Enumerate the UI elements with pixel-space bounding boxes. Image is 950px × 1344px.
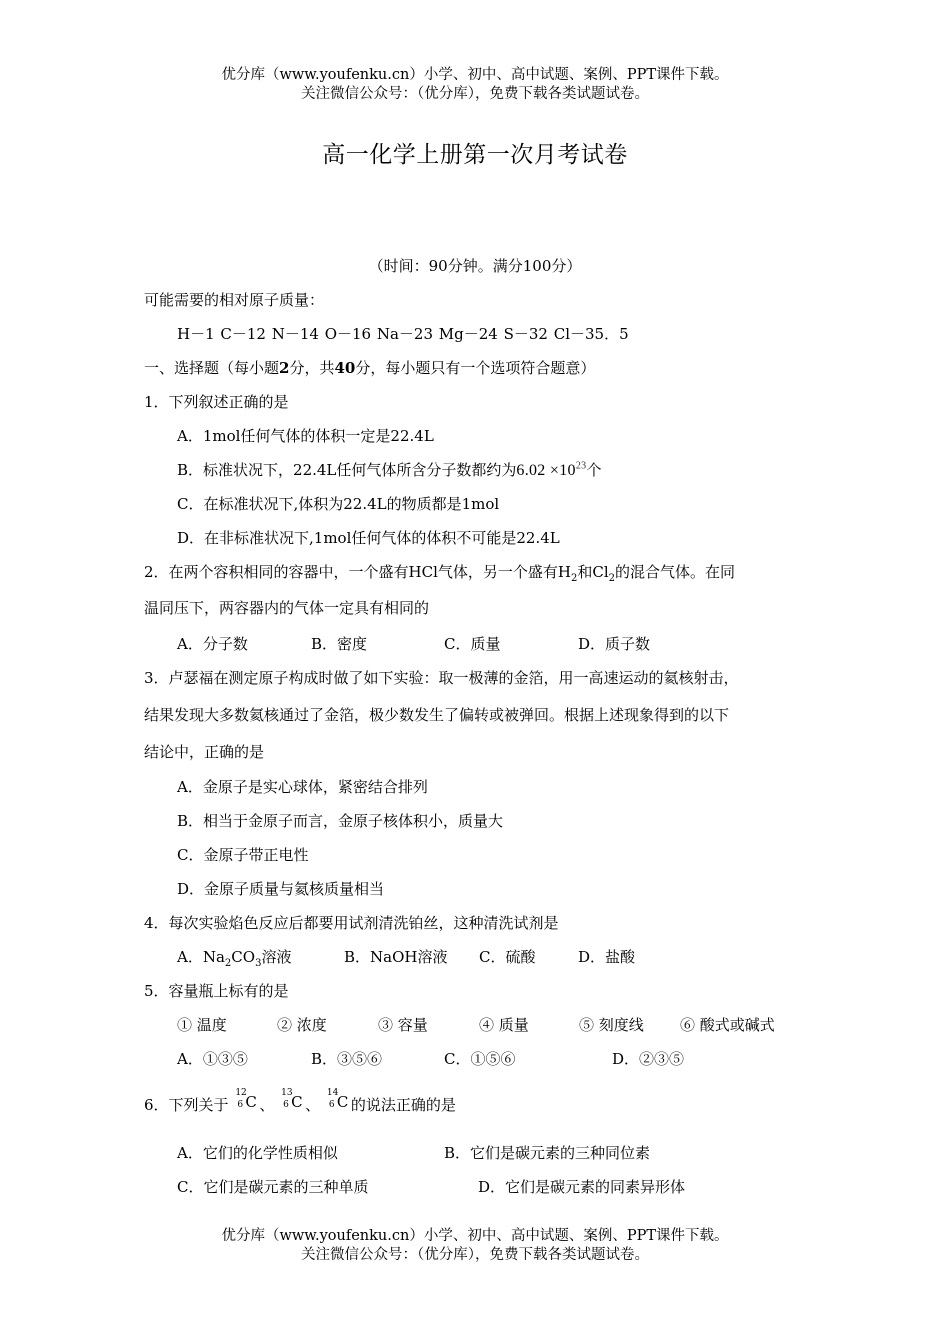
q2-stem-line-1 xyxy=(144,562,735,582)
q3-option-b: B．相当于金原子而言，金原子核体积小，质量大 xyxy=(177,812,504,830)
q6-option-a: A．它们的化学性质相似 xyxy=(177,1144,338,1162)
isotope-mass-number: 14 xyxy=(326,1088,339,1098)
header-line-1: 优分库（www.youfenku.cn）小学、初中、高中试题、案例、PPT课件下载。 xyxy=(221,67,729,83)
isotope-c13 xyxy=(279,1088,305,1116)
q5-item: ① 温度 xyxy=(177,1016,227,1034)
q1-option-b-text: B．标准状况下，22.4L任何气体所含分子数都约为 xyxy=(177,461,517,479)
isotope-c14 xyxy=(325,1088,351,1116)
q4-na-subscript: 2 xyxy=(224,958,232,969)
q5-item: ⑤ 刻度线 xyxy=(579,1016,644,1034)
avogadro-number xyxy=(516,462,586,479)
q1-option-a: A．1mol任何气体的体积一定是22.4L xyxy=(177,427,434,445)
atomic-masses: H－1 C－12 N－14 O－16 Na－23 Mg－24 S－32 Cl－35．5 xyxy=(177,325,629,343)
q3-stem-line-3: 结论中，正确的是 xyxy=(144,743,265,761)
q5-item: ② 浓度 xyxy=(277,1016,327,1034)
q1-option-c: C．在标准状况下,体积为22.4L的物质都是1mol xyxy=(177,495,500,513)
q6-option-b: B．它们是碳元素的三种同位素 xyxy=(444,1144,651,1162)
section-points-each: 2 xyxy=(279,359,290,377)
q4-option-a-mid: CO xyxy=(231,948,256,966)
q3-stem-line-2: 结果发现大多数氦核通过了金箔，极少数发生了偏转或被弹回。根据上述现象得到的以下 xyxy=(144,706,730,724)
isotope-atomic-number: 6 xyxy=(237,1100,244,1110)
q4-o-subscript: 3 xyxy=(255,958,262,969)
q2-option-b: B．密度 xyxy=(311,635,368,653)
q1-stem: 1．下列叙述正确的是 xyxy=(144,393,289,411)
q6-stem xyxy=(144,1088,456,1116)
q6-stem-prefix: 6．下列关于 xyxy=(144,1096,229,1114)
q3-option-c: C．金原子带正电性 xyxy=(177,846,309,864)
footer-line-2: 关注微信公众号：（优分库），免费下载各类试题试卷。 xyxy=(301,1247,649,1263)
q6-option-d: D．它们是碳元素的同素异形体 xyxy=(478,1178,686,1196)
q2-cl2-subscript: 2 xyxy=(608,573,616,584)
q5-option-d: D．②③⑤ xyxy=(612,1050,685,1068)
q5-stem: 5．容量瓶上标有的是 xyxy=(144,982,289,1000)
q1-option-b xyxy=(177,460,601,481)
q6-stem-suffix: 的说法正确的是 xyxy=(350,1096,456,1114)
isotope-mass-number: 13 xyxy=(281,1088,293,1098)
q2-stem-part-2: 和Cl xyxy=(577,563,609,581)
q2-h2-subscript: 2 xyxy=(570,573,578,584)
q4-stem: 4．每次实验焰色反应后都要用试剂清洗铂丝，这种清洗试剂是 xyxy=(144,914,559,932)
isotope-separator: 、 xyxy=(305,1096,321,1114)
q1-option-d: D．在非标准状况下,1mol任何气体的体积不可能是22.4L xyxy=(177,529,560,547)
atomic-mass-label: 可能需要的相对原子质量： xyxy=(144,291,325,309)
q3-stem-line-1: 3．卢瑟福在测定原子构成时做了如下实验：取一极薄的金箔，用一高速运动的氦核射击， xyxy=(144,669,739,687)
q5-option-c: C．①⑤⑥ xyxy=(444,1050,516,1068)
header-line-2: 关注微信公众号：（优分库），免费下载各类试题试卷。 xyxy=(301,86,649,102)
q3-option-a: A．金原子是实心球体，紧密结合排列 xyxy=(177,778,428,796)
section-heading-suffix: 分，每小题只有一个选项符合题意） xyxy=(355,359,596,377)
q4-option-d: D．盐酸 xyxy=(578,948,636,966)
section-points-total: 40 xyxy=(334,359,356,377)
isotope-separator: 、 xyxy=(259,1096,275,1114)
page-title: 高一化学上册第一次月考试卷 xyxy=(322,142,628,168)
q4-option-b: B．NaOH溶液 xyxy=(344,948,448,966)
isotope-mass-number: 12 xyxy=(235,1088,247,1098)
q6-option-c: C．它们是碳元素的三种单质 xyxy=(177,1178,369,1196)
q5-option-a: A．①③⑤ xyxy=(177,1050,248,1068)
isotope-symbol: C xyxy=(291,1093,303,1111)
q4-option-a xyxy=(177,947,291,967)
q2-stem-part-3: 的混合气体。在同 xyxy=(615,563,736,581)
q5-item: ③ 容量 xyxy=(378,1016,428,1034)
section-heading-mid: 分，共 xyxy=(289,359,335,377)
q4-option-c: C．硫酸 xyxy=(479,948,536,966)
section-heading xyxy=(144,358,595,378)
isotope-symbol: C xyxy=(336,1093,349,1111)
q4-option-a-suffix: 溶液 xyxy=(261,948,292,966)
q1-option-b-unit: 个 xyxy=(586,461,602,479)
avogadro-coefficient: 6.02 ×10 xyxy=(516,462,576,479)
section-heading-prefix: 一、选择题（每小题 xyxy=(144,359,280,377)
isotope-atomic-number: 6 xyxy=(328,1100,335,1110)
q2-stem-part-1: 2．在两个容积相同的容器中，一个盛有HCl气体，另一个盛有H xyxy=(144,563,571,581)
isotope-symbol: C xyxy=(245,1093,257,1111)
isotope-atomic-number: 6 xyxy=(283,1100,289,1110)
q2-option-c: C．质量 xyxy=(444,635,501,653)
q2-stem-line-2: 温同压下，两容器内的气体一定具有相同的 xyxy=(144,599,430,617)
time-info: （时间：90分钟。满分100分） xyxy=(368,257,582,275)
q2-option-d: D．质子数 xyxy=(578,635,651,653)
q5-item: ⑥ 酸式或碱式 xyxy=(680,1016,775,1034)
isotope-c12 xyxy=(233,1088,259,1116)
q3-option-d: D．金原子质量与氦核质量相当 xyxy=(177,880,385,898)
q4-option-a-prefix: A．Na xyxy=(177,948,225,966)
q5-item: ④ 质量 xyxy=(479,1016,529,1034)
q5-option-b: B．③⑤⑥ xyxy=(311,1050,383,1068)
footer-line-1: 优分库（www.youfenku.cn）小学、初中、高中试题、案例、PPT课件下载。 xyxy=(221,1228,729,1244)
avogadro-exponent: 23 xyxy=(575,460,587,472)
q2-option-a: A．分子数 xyxy=(177,635,248,653)
